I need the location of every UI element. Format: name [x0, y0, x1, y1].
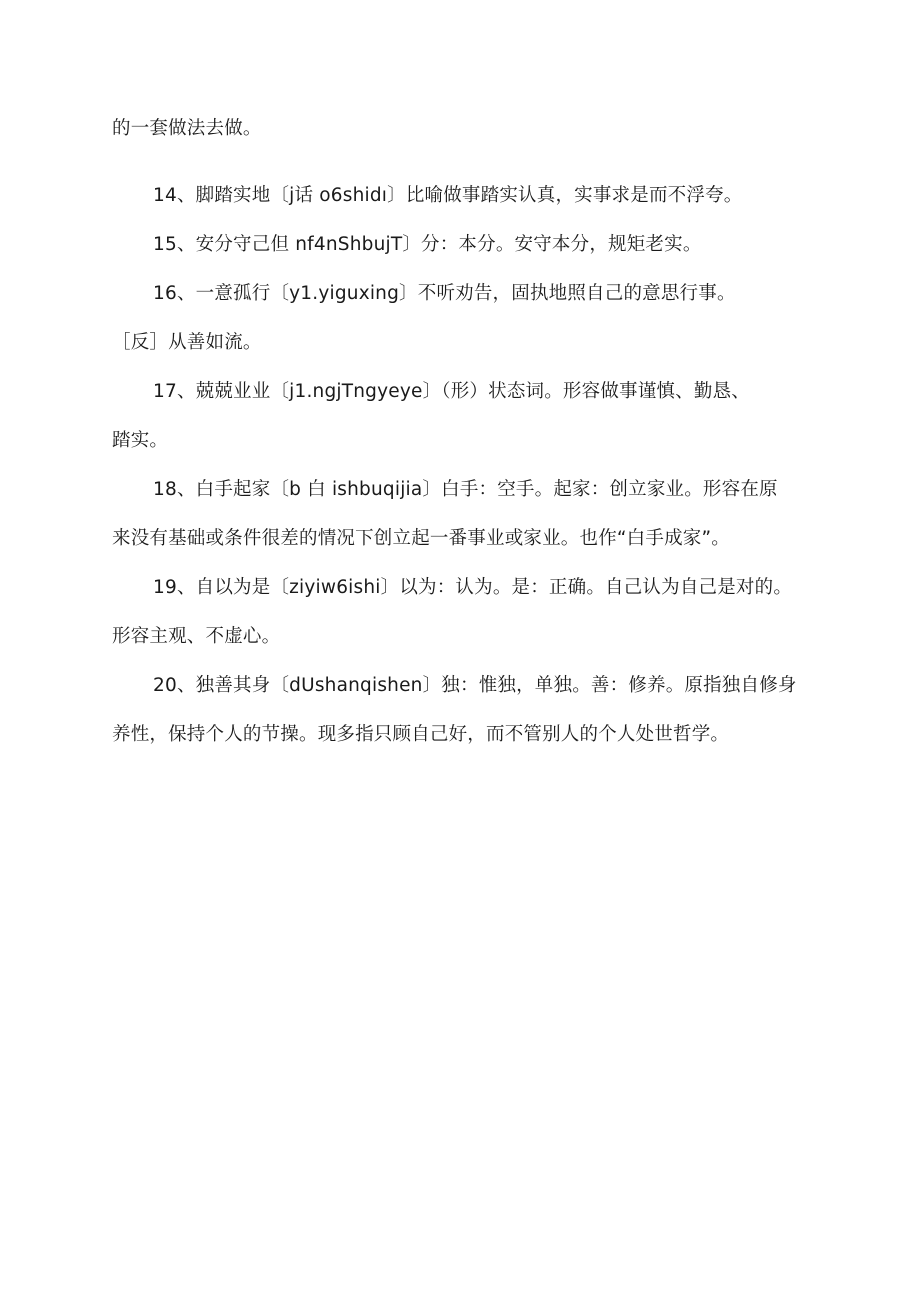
- entry-16-line-1: 16、一意孤行〔y1.yiguxing〕不听劝告，固执地照自己的意思行事。: [153, 283, 736, 304]
- entry-15-line-1: 15、安分守己但 nf4nShbujT〕分：本分。安守本分，规矩老实。: [153, 234, 702, 255]
- entry-14-line-1: 14、脚踏实地〔j话 o6shidı〕比喻做事踏实认真，实事求是而不浮夸。: [153, 185, 743, 206]
- entry-17-line-1: 17、兢兢业业〔j1.ngjTngyeye〕（形）状态词。形容做事谨慎、勤恳、: [153, 381, 750, 402]
- entry-20-line-1: 20、独善其身〔dUshanqishen〕独：惟独，单独。善：修养。原指独自修身: [153, 675, 797, 696]
- entry-18-line-1: 18、白手起家〔b 白 ishbuqijia〕白手：空手。起家：创立家业。形容在原: [153, 479, 778, 500]
- entry-19-line-1: 19、自以为是〔ziyiw6ishi〕以为：认为。是：正确。自己认为自己是对的。: [153, 577, 793, 598]
- entry-19-line-2: 形容主观、不虚心。: [112, 626, 281, 647]
- text-line-continuation: 的一套做法去做。: [112, 118, 262, 139]
- entry-17-line-2: 踏实。: [112, 430, 169, 451]
- entry-16-line-2: ［反］从善如流。: [112, 332, 262, 353]
- entry-20-line-2: 养性，保持个人的节操。现多指只顾自己好，而不管别人的个人处世哲学。: [112, 724, 730, 745]
- entry-18-line-2: 来没有基础或条件很差的情况下创立起一番事业或家业。也作“白手成家”。: [112, 528, 730, 549]
